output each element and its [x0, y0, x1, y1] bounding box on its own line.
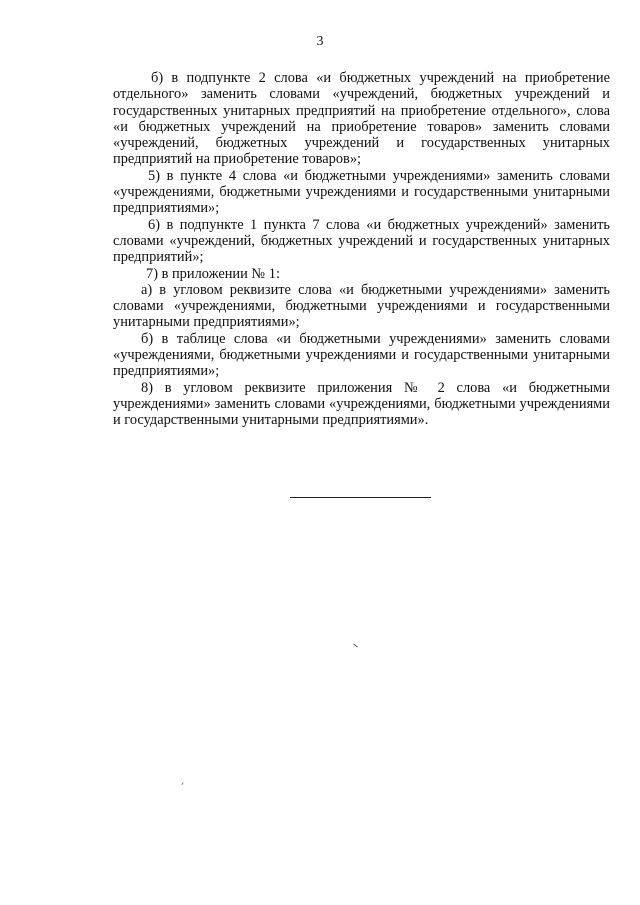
- paragraph-item-6: 6) в подпункте 1 пункта 7 слова «и бюджетных учреждений» заменить словами «учреждений, бюджетных учреждений и государственных унитарных предприятий»;: [113, 216, 610, 266]
- paragraph-item-5: 5) в пункте 4 слова «и бюджетными учреждениями» заменить словами «учреждениями, бюджетными учреждениями и государственными унитарными предприятиями»;: [113, 167, 610, 217]
- paragraph-item-8: 8) в угловом реквизите приложения № 2 слова «и бюджетными учреждениями» заменить словами «учреждениями, бюджетными учреждениями и государственными унитарными предприятиями».: [113, 379, 610, 429]
- page-number: 3: [316, 34, 324, 49]
- paragraph-item-7b: б) в таблице слова «и бюджетными учреждениями» заменить словами «учреждениями, бюджетными учреждениями и государственными унитарными предприятиями»;: [113, 330, 610, 380]
- scan-artifact-mark: [181, 782, 183, 785]
- paragraph-item-7a: а) в угловом реквизите слова «и бюджетными учреждениями» заменить словами «учреждениями, бюджетными учреждениями и государственными унитарными предприятиями»;: [113, 281, 610, 331]
- paragraph-item-7: 7) в приложении № 1:: [146, 265, 280, 282]
- scan-artifact-mark: [353, 644, 357, 648]
- document-body: [113, 70, 610, 429]
- end-of-text-rule: [290, 497, 431, 498]
- paragraph-subitem-b-subpoint-2: б) в подпункте 2 слова «и бюджетных учреждений на приобретение отдельного» заменить словами «учреждений, бюджетных учреждений и государственных унитарных предприятий на приобретение отдельного», слова «и бюджетных учреждений на приобретение товаров» заменить словами «учреждений, бюджетных учреждений и государственных унитарных предприятий на приобретение товаров»;: [113, 70, 610, 168]
